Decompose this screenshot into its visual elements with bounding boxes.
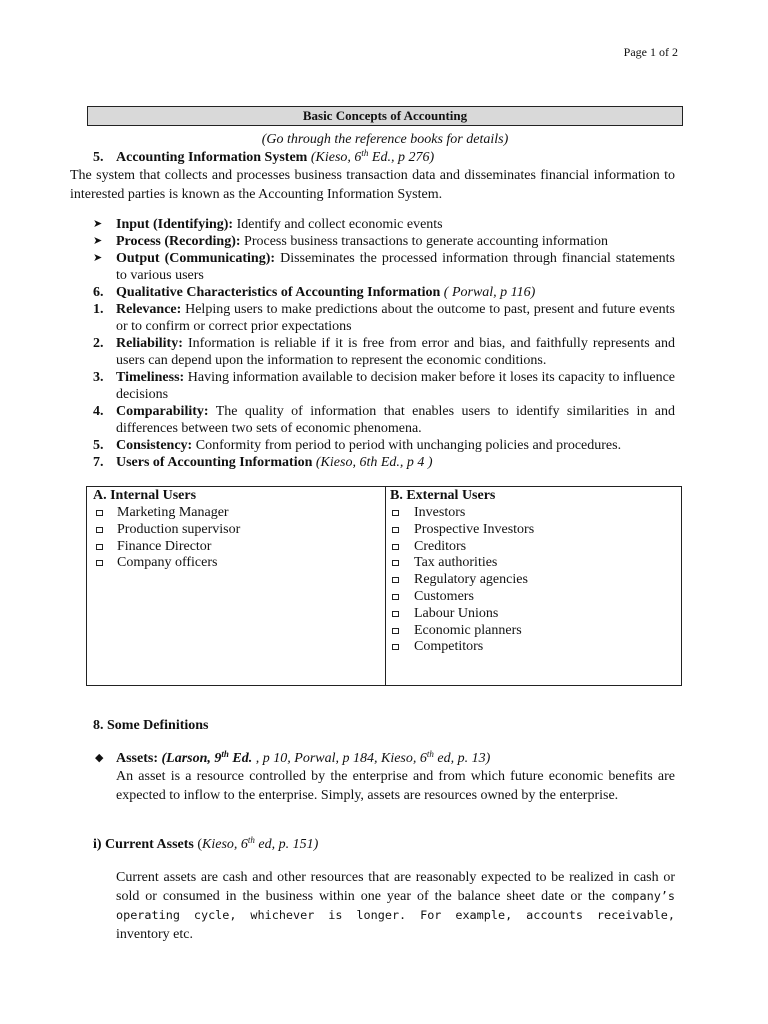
assets-heading: ◆ Assets: (Larson, 9th Ed. , p 10, Porwal, p 184, Kieso, 6th ed, p. 13) [95,749,491,766]
list-item: Marketing Manager [87,504,385,521]
arrow-bullet-icon: ➤ [93,235,103,247]
external-users-heading: B. External Users [390,488,496,503]
internal-users-list [87,504,385,571]
main-content [70,148,675,471]
quality-consistency: 5. Consistency: Conformity from period to period with unchanging policies and procedures. [93,438,622,453]
square-bullet-icon [96,560,103,566]
section-8-heading: 8. Some Definitions [93,718,209,733]
square-bullet-icon [96,527,103,533]
section-5-heading: 5. Accounting Information System (Kieso, 6th Ed., p 276) [93,148,435,165]
square-bullet-icon [392,527,399,533]
arrow-bullet-icon: ➤ [93,218,103,230]
section-6-heading: 6. Qualitative Characteristics of Accounting Information ( Porwal, p 116) [93,285,536,300]
current-assets-heading: i) Current Assets (Kieso, 6th ed, p. 151) [93,835,319,852]
square-bullet-icon [392,611,399,617]
square-bullet-icon [392,510,399,516]
square-bullet-icon [96,510,103,516]
page-number: Page 1 of 2 [623,45,678,59]
square-bullet-icon [96,544,103,550]
list-item: Investors [385,504,681,521]
quality-timeliness: 3. Timeliness: Having information available to decision maker before it loses its capacity to influence decisions [93,370,675,402]
external-users-column [385,487,681,685]
list-item: Labour Unions [385,605,681,622]
square-bullet-icon [392,644,399,650]
square-bullet-icon [392,577,399,583]
list-item: Creditors [385,538,681,555]
square-bullet-icon [392,628,399,634]
assets-body: An asset is a resource controlled by the enterprise and from which future economic benefits are expected to inflow to the enterprise. Simply, assets are resources owned by the enterprise. [116,769,675,803]
list-item: Finance Director [87,538,385,555]
page-title: Basic Concepts of Accounting [87,106,683,126]
list-item: Prospective Investors [385,521,681,538]
internal-users-column [87,487,386,685]
internal-users-heading: A. Internal Users [93,488,197,503]
arrow-bullet-icon: ➤ [93,252,103,264]
list-item: Production supervisor [87,521,385,538]
users-table [86,486,682,686]
list-item: Competitors [385,638,681,655]
ais-step-process: ➤ Process (Recording): Process business transactions to generate accounting information [93,234,608,249]
quality-relevance: 1. Relevance: Helping users to make predictions about the outcome to past, present and future events or to confirm or correct prior expectations [93,302,675,334]
page-subtitle: (Go through the reference books for details) [261,132,509,147]
square-bullet-icon [392,544,399,550]
square-bullet-icon [392,594,399,600]
external-users-list [385,504,681,655]
quality-comparability: 4. Comparability: The quality of information that enables users to identify similarities in and differences between two sets of economic phenomena. [93,404,675,436]
list-item: Regulatory agencies [385,571,681,588]
diamond-bullet-icon: ◆ [95,752,104,764]
section-5-body: The system that collects and processes business transaction data and disseminates financial information to interested parties is known as the Accounting Information System. [70,168,675,202]
assets-definition [93,750,675,805]
ais-step-input: ➤ Input (Identifying): Identify and collect economic events [93,217,443,232]
quality-reliability: 2. Reliability: Information is reliable if it is free from error and bias, and faithfully represents and users can depend upon the information to represent the economic conditions. [93,336,675,368]
ais-step-output: ➤ Output (Communicating): Disseminates the processed information through financial statements to various users [93,251,675,283]
list-item: Customers [385,588,681,605]
list-item: Economic planners [385,622,681,639]
list-item: Tax authorities [385,554,681,571]
current-assets-body: Current assets are cash and other resources that are reasonably expected to be realized in cash or sold or consumed in the business within one year of the balance sheet date or the company’s operating cycle, whichever is longer. For example, accounts receivable, inventory etc. [116,870,675,942]
list-item: Company officers [87,554,385,571]
square-bullet-icon [392,560,399,566]
section-7-heading: 7. Users of Accounting Information (Kieso, 6th Ed., p 4 ) [93,455,433,470]
